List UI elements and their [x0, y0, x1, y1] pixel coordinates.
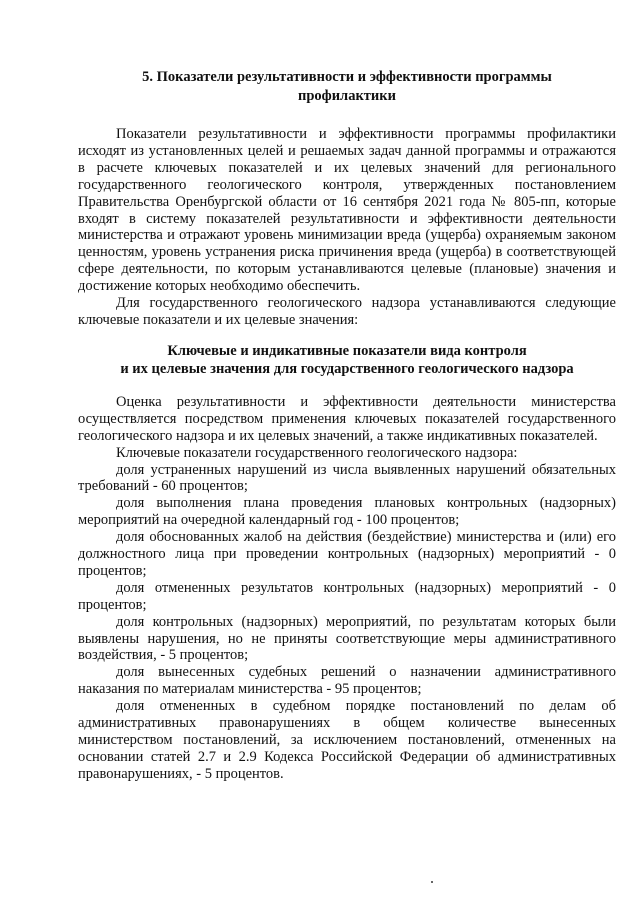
section-5-paragraph-1: Показатели результативности и эффективности программы профилактики исходят из установленных целей и решаемых задач данной программы и отражаются в расчете ключевых показателей и их целевых значений для регионального государственного геологического контроля, утвержденных постановлением Правительства Оренбургской области от 16 сентября 2021 года № 805-пп, которые входят в систему показателей результативности и эффективности деятельности министерства и отражают уровень минимизации вреда (ущерба) охраняемым законом ценностям, уровень устранения риска причинения вреда (ущерба) в соответствующей сфере деятельности, по которым устанавливаются целевые (плановые) значения и достижение которых необходимо обеспечить. — [78, 126, 616, 295]
indicator-item: доля устраненных нарушений из числа выявленных нарушений обязательных требований - 60 процентов; — [78, 461, 616, 495]
section-5-heading-line-2: профилактики — [298, 87, 396, 104]
indicator-item: доля выполнения плана проведения плановых контрольных (надзорных) мероприятий на очередной календарный год - 100 процентов; — [78, 495, 616, 529]
page-content — [78, 68, 616, 783]
section-5 — [78, 68, 616, 329]
indicator-item: доля вынесенных судебных решений о назначении административного наказания по материалам министерства - 95 процентов; — [78, 664, 616, 698]
key-indicators-heading-line-2: и их целевые значения для государственного геологического надзора — [120, 361, 574, 378]
key-indicators-section — [78, 342, 616, 783]
scan-speck — [431, 881, 433, 883]
section-5-heading-line-1: 5. Показатели результативности и эффективности программы — [142, 69, 552, 85]
section-5-paragraph-2: Для государственного геологического надзора устанавливаются следующие ключевые показатели и их целевые значения: — [78, 295, 616, 328]
indicator-item: доля контрольных (надзорных) мероприятий, по результатам которых были выявлены нарушения, но не приняты соответствующие меры административного воздействия, - 5 процентов; — [78, 613, 616, 664]
indicator-item: доля отмененных результатов контрольных (надзорных) мероприятий - 0 процентов; — [78, 579, 616, 613]
indicator-item: доля обоснованных жалоб на действия (бездействие) министерства и (или) его должностного лица при проведении контрольных (надзорных) мероприятий - 0 процентов; — [78, 529, 616, 579]
key-indicators-heading-line-1: Ключевые и индикативные показатели вида контроля — [167, 342, 527, 359]
key-indicators-paragraph-2: Ключевые показатели государственного геологического надзора: — [116, 444, 518, 461]
indicator-item: доля отмененных в судебном порядке постановлений по делам об административных правонарушениях в общем количестве вынесенных министерством постановлений, за исключением постановлений, отмененных на основании статей 2.7 и 2.9 Кодекса Российской Федерации об административных правонарушениях, - 5 процентов. — [78, 698, 616, 782]
key-indicators-paragraph-1: Оценка результативности и эффективности деятельности министерства осуществляется посредством применения ключевых показателей государственного геологического надзора и их целевых значений, а также индикативных показателей. — [78, 393, 616, 444]
